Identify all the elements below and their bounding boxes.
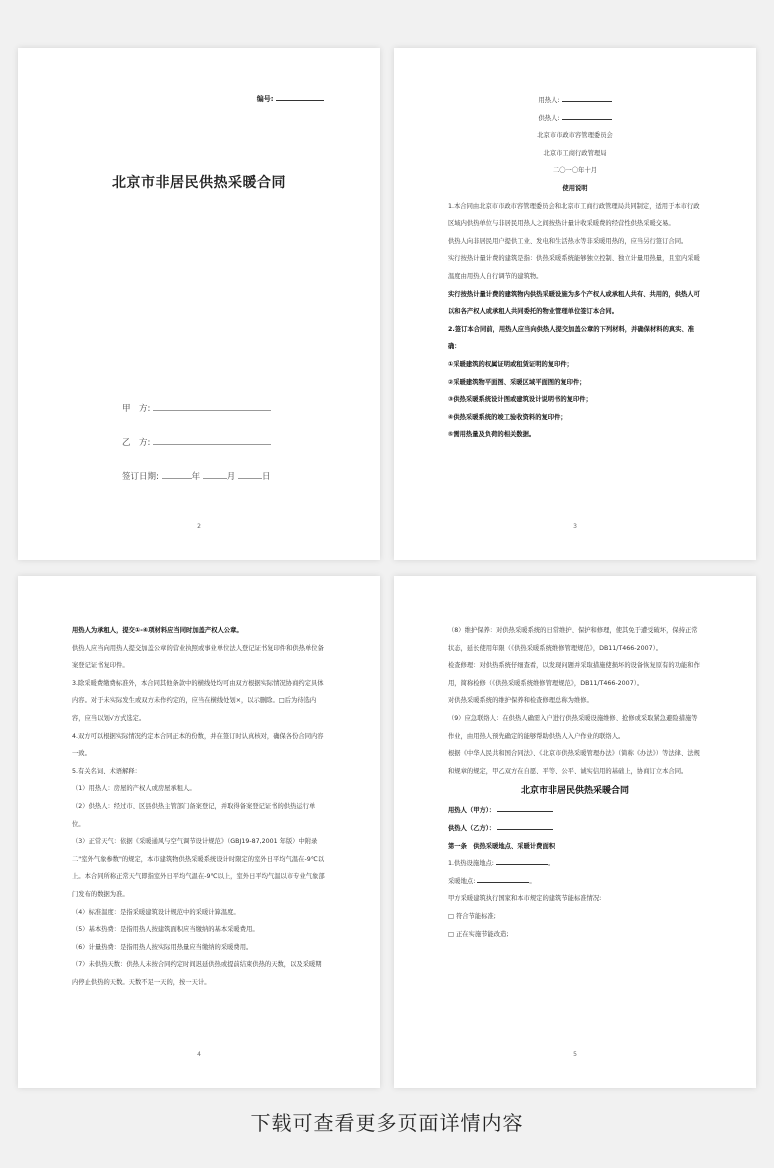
heating-location-end: 。 [529,877,536,885]
facility-location-end: 。 [547,860,555,868]
page-number: 2 [197,523,201,530]
sign-date-field [122,470,271,482]
material-item: ③供热采暖系统设计图或建筑设计说明书的复印件； [448,396,592,404]
contract-number-label: 编号: [256,95,274,103]
heating-location-blank [477,874,529,883]
material-item: ①采暖建筑的权属证明或租赁证明的复印件； [448,360,573,368]
party-a-label: 甲 方: [122,404,151,414]
definition-item: （3）正常天气：依据《采暖通风与空气调节设计规范》（GBJ19-87,2001 年版）中附录二"室外气象参数"的规定，本市建筑物供热采暖系统设计时限定的室外日平均气温在-9℃以上。本合同所称正常天气即指室外日平均气温在-9℃以上，室外日平均气温以市专业气象部门发布的数据为准。 [72,838,325,898]
article-1-heading: 第一条 供热采暖地点、采暖计费面积 [448,842,556,850]
definition-item: （5）基本热费：是指用热人按建筑面积应当缴纳的基本采暖费用。 [72,926,259,934]
month-blank [203,470,227,479]
party-b-blank [153,436,271,445]
contract-page-4 [18,576,380,1088]
material-item: ⑤需用热量及负荷的相关数据。 [448,431,536,439]
heat-supplier-blank [562,111,612,120]
definition-item: 对供热采暖系统的维护保养和检查修理总称为维修。 [448,697,593,705]
heating-location-field [448,873,702,891]
instruction-paragraph: 实行按热计量计费的建筑物内供热采暖设施为多个产权人或承租人共有、共用的，供热人可以和各产权人或承租人共同委托的物业管理单位签订本合同。 [448,290,700,316]
material-item: ②采暖建筑物平面图、采暖区域平面图的复印件； [448,378,586,386]
page-number: 4 [197,1051,201,1058]
heat-supplier-field [448,110,702,128]
party-b-label: 供热人（乙方）： [448,824,496,832]
issue-date: 二〇一〇年十月 [552,167,598,175]
contract-page-2 [18,48,380,560]
party-a-field [122,402,271,414]
definition-item: 根据《中华人民共和国合同法》、《北京市供热采暖管理办法》（简称《办法》）等法律、法规和规章的规定，甲乙双方在自愿、平等、公平、诚实信用的基础上，协商订立本合同。 [448,750,700,775]
definition-item: （4）标准温度：是指采暖建筑设计规范中的采暖计算温度。 [72,908,240,916]
contract-page-5 [394,576,756,1088]
definition-item: （1）用热人：房屋的产权人或房屋承租人。 [72,785,196,793]
party-a-blank [497,803,553,812]
page-5-body [448,622,702,943]
instruction-paragraph: 5.有关名词、术语解释： [72,767,141,775]
heat-user-blank [562,93,612,102]
page-4-body [72,622,326,991]
contract-number-field [257,92,324,104]
cover-title: 北京市非居民供热采暖合同 [112,175,286,191]
page-3-body [448,92,702,444]
heat-supplier-label: 供热人: [538,114,560,122]
heating-location-label: 采暖地点: [448,877,476,885]
day-label: 日 [262,472,271,482]
instruction-paragraph: 2.签订本合同前，用热人应当向供热人提交加盖公章的下列材料，并确保材料的真实、准确： [448,325,695,351]
party-b-label: 乙 方: [122,438,151,448]
sign-date-label: 签订日期: [122,472,159,482]
year-blank [162,470,192,479]
definition-item: （9）应急联络人：在供热人确需入户进行供热采暖设施维修、抢修或采取紧急避险措施等作业，由用热人预先确定的能够帮助供热人入户作业的联络人。 [448,714,698,740]
party-b-field [448,820,702,838]
instruction-paragraph: 4.双方可以根据实际情况约定本合同正本的份数，并在签订时认真核对，确保各份合同内容一致。 [72,732,324,758]
party-b-field [122,436,271,448]
energy-option: □ 符合节能标准; [448,912,496,920]
contract-title: 北京市非居民供热采暖合同 [520,786,629,797]
definition-item: （6）计量热费：是指用热人按实际用热量应当缴纳的采暖费用。 [72,943,253,951]
page-number: 3 [573,523,577,530]
party-a-field [448,802,702,820]
instruction-paragraph: 供热人应当向用热人提交加盖公章的营业执照或事业单位法人登记证书复印件和供热单位备案登记证书复印件。 [72,644,324,670]
instruction-paragraph: 3.除采暖费缴费标准外，本合同其他条款中的横线处均可由双方根据实际情况协商约定具体内容。对于未实际发生或双方未作约定的，应当在横线处划×，以示删除。□后为待选内容，应当以划√方式选定。 [72,679,324,722]
download-more-caption: 下载可查看更多页面详情内容 [250,1111,524,1135]
day-blank [238,470,262,479]
page-number: 5 [573,1051,577,1058]
facility-location-blank [496,856,548,865]
month-label: 月 [226,472,236,482]
heat-user-label: 用热人: [538,97,560,104]
energy-option: □ 正在实施节能改造; [448,930,509,938]
issuer-2: 北京市工商行政管理局 [543,149,607,157]
year-label: 年 [191,472,201,482]
definition-item: （8）维护保养：对供热采暖系统的日常维护、保护和修理，使其免于遭受破坏，保持正常状态，延长使用年限（《供热采暖系统维修管理规范》，DB11/T466-2007）。 [448,627,698,652]
energy-standard-text: 甲方采暖建筑执行国家和本市规定的建筑节能标准情况: [448,895,602,903]
instructions-title: 使用说明 [562,184,588,192]
instruction-paragraph: 1.本合同由北京市市政市容管理委员会和北京市工商行政管理局共同制定，适用于本市行政区域内供热单位与非居民用热人之间按热计量计收采暖费的经营性供热采暖交易。 [448,202,700,228]
contract-number-blank [276,92,324,101]
definition-item: （7）未供热天数：供热人未按合同约定时间迟延供热或提前结束供热的天数，以及采暖期内停止供热的天数。天数不足一天的，按一天计。 [72,961,322,986]
party-a-blank [153,402,271,411]
heat-user-field [448,92,702,110]
instruction-paragraph: 用热人为承租人，提交①-④项材料应当同时加盖产权人公章。 [72,627,243,634]
definition-item: （2）供热人：经过市、区县供热主管部门备案登记，并取得备案登记证书的供热运行单位。 [72,802,316,828]
instruction-paragraph: 供热人向非居民用户提供工业、发电和生活热水等非采暖用热的，应当另行签订合同。 [448,237,688,245]
definition-item: 检查修理：对供热系统仔细查看，以发现问题并采取措施使损坏的设备恢复原有的功能和作用，简称检修（《供热采暖系统维修管理规范》，DB11/T466-2007）。 [448,662,700,687]
issuer-1: 北京市市政市容管理委员会 [537,132,613,140]
party-a-label: 用热人（甲方）： [448,807,496,815]
material-item: ④供热采暖系统的竣工验收资料的复印件； [448,413,567,421]
facility-location-label: 1.供热设施地点: [448,860,494,868]
contract-page-3 [394,48,756,560]
instruction-paragraph: 实行按热计量计费的建筑是指：供热采暖系统能够独立控制、独立计量用热量，且室内采暖温度由用热人自行调节的建筑物。 [448,255,700,280]
party-b-blank [497,821,553,830]
facility-location-field [448,855,702,873]
